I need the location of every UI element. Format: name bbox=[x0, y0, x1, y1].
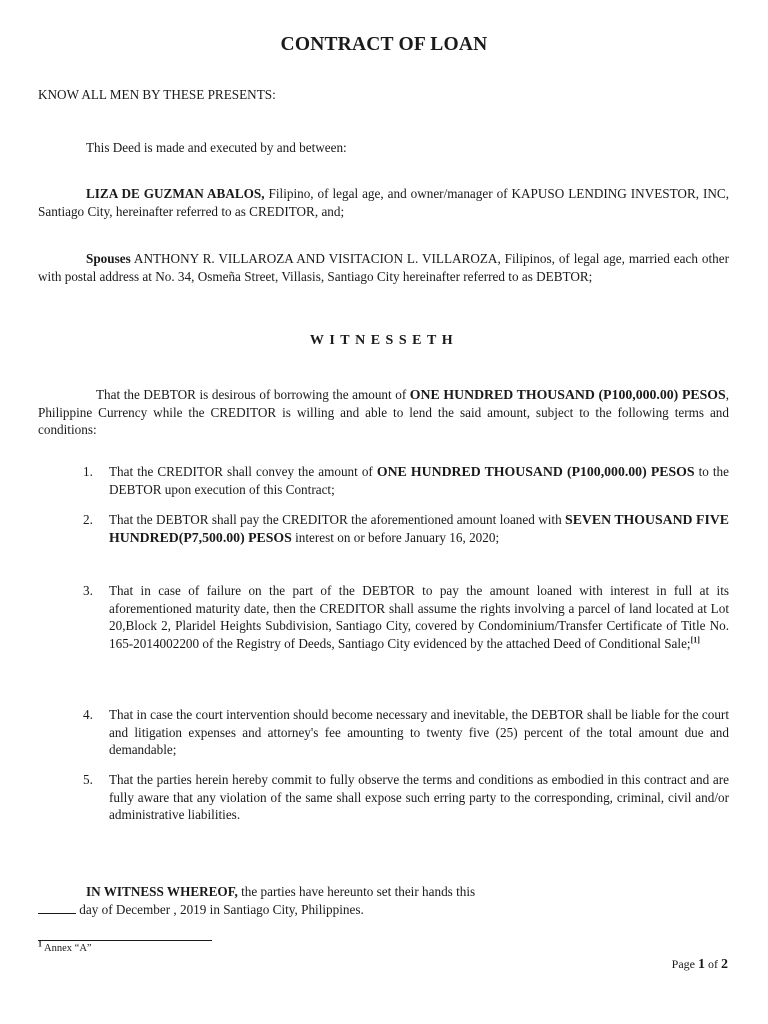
witnesseth-heading: WITNESSETH bbox=[309, 333, 459, 348]
preamble-amount: ONE HUNDRED THOUSAND (P100,000.00) PESOS bbox=[409, 387, 726, 402]
closing-text-a: the parties have hereunto set their hands this bbox=[237, 884, 476, 899]
creditor-text: Filipino, of legal age, and owner/manager of KAPUSO LENDING INVESTOR, INC, Santiago City, hereinafter referred to as CREDITOR, and; bbox=[38, 186, 730, 219]
intro-heading bbox=[38, 86, 729, 104]
debtor-name: ANTHONY R. VILLAROZA AND VISITACION L. VILLAROZA bbox=[130, 251, 498, 266]
page-total: 2 bbox=[721, 957, 728, 972]
preamble-paragraph bbox=[38, 386, 729, 439]
list-item-text bbox=[109, 706, 729, 759]
item5-text: That the parties herein hereby commit to fully observe the terms and conditions as embodied in this contract and are fully aware that any violation of the same shall expose such erring party to the corresponding, criminal, civil and/or administrative liabilities. bbox=[109, 772, 729, 822]
footnote-reference[interactable]: [1] bbox=[690, 635, 700, 645]
list-item bbox=[83, 463, 729, 498]
item2-text-b: interest on or before January 16, 2020; bbox=[291, 529, 500, 545]
list-item-text bbox=[109, 771, 729, 824]
closing-line-2 bbox=[38, 901, 729, 919]
list-item bbox=[83, 582, 729, 652]
item3-text: That in case of failure on the part of the DEBTOR to pay the amount loaned with interest in full at its aforementioned maturity date, then the CREDITOR shall assume the rights involving a parcel of land located at Lot 20,Block 2, Plaridel Heights Subdivision, Santiago City, covered by Condominium/Transfer Certificate of Title No. 165-2014002200 of the Registry of Deeds, Santiago City evidenced by the attached Deed of Conditional Sale; bbox=[109, 583, 729, 651]
item4-text: That in case the court intervention should become necessary and inevitable, the DEBTOR shall be liable for the court and litigation expenses and attorney's fee amounting to twenty five (25) percent of the total amount due and demandable; bbox=[109, 707, 729, 757]
intro-line bbox=[38, 139, 729, 157]
footnote-separator bbox=[38, 940, 212, 941]
list-item-number: 4. bbox=[83, 707, 93, 722]
preamble-text-a: That the DEBTOR is desirous of borrowing the amount of bbox=[96, 387, 410, 402]
list-item-number: 3. bbox=[83, 583, 93, 598]
closing-paragraph bbox=[38, 883, 729, 901]
closing-bold: IN WITNESS WHEREOF, bbox=[86, 884, 238, 899]
debtor-prefix: Spouses bbox=[86, 251, 131, 266]
item2-text-a: That the DEBTOR shall pay the CREDITOR the aforementioned amount loaned with bbox=[109, 512, 566, 527]
party-debtor-paragraph bbox=[38, 250, 729, 285]
page-number bbox=[672, 957, 728, 973]
footnote bbox=[38, 939, 92, 954]
page-of: of bbox=[705, 957, 721, 971]
item1-text-a: That the CREDITOR shall convey the amount of bbox=[109, 464, 377, 479]
list-item-text bbox=[109, 511, 729, 546]
preamble-text-b: , Philippine Currency while the CREDITOR is willing and able to lend the said amount, subject to the following terms and conditions: bbox=[38, 387, 729, 437]
footnote-text: Annex “A” bbox=[42, 943, 92, 954]
date-blank-line bbox=[38, 901, 76, 914]
list-item-number: 1. bbox=[83, 464, 93, 479]
debtor-text: , Filipinos, of legal age, married each other with postal address at No. 34, Osmeña Street, Villasis, Santiago City hereinafter referred to as DEBTOR; bbox=[38, 251, 729, 284]
item1-text-b: to the DEBTOR upon execution of this Contract; bbox=[109, 464, 730, 497]
document-title: CONTRACT OF LOAN bbox=[280, 34, 488, 55]
list-item bbox=[83, 511, 729, 546]
list-item-number: 5. bbox=[83, 772, 93, 787]
party-creditor-paragraph bbox=[38, 185, 729, 220]
footnote-number: 1 bbox=[38, 939, 42, 949]
intro-line-text: This Deed is made and executed by and between: bbox=[86, 140, 347, 155]
intro-heading-text: KNOW ALL MEN BY THESE PRESENTS: bbox=[38, 87, 276, 102]
closing-text-b: day of December , 2019 in Santiago City, Philippines. bbox=[76, 902, 364, 917]
list-item-text bbox=[109, 582, 729, 652]
list-item bbox=[83, 771, 729, 824]
page-label: Page bbox=[671, 957, 698, 971]
list-item-number: 2. bbox=[83, 512, 93, 527]
item2-bold: SEVEN THOUSAND FIVE HUNDRED(P7,500.00) PESOS bbox=[109, 512, 730, 545]
creditor-name: LIZA DE GUZMAN ABALOS, bbox=[86, 186, 265, 201]
item1-bold: ONE HUNDRED THOUSAND (P100,000.00) PESOS bbox=[376, 464, 695, 479]
list-item-text bbox=[109, 463, 729, 498]
page-current: 1 bbox=[698, 957, 705, 972]
list-item bbox=[83, 706, 729, 759]
